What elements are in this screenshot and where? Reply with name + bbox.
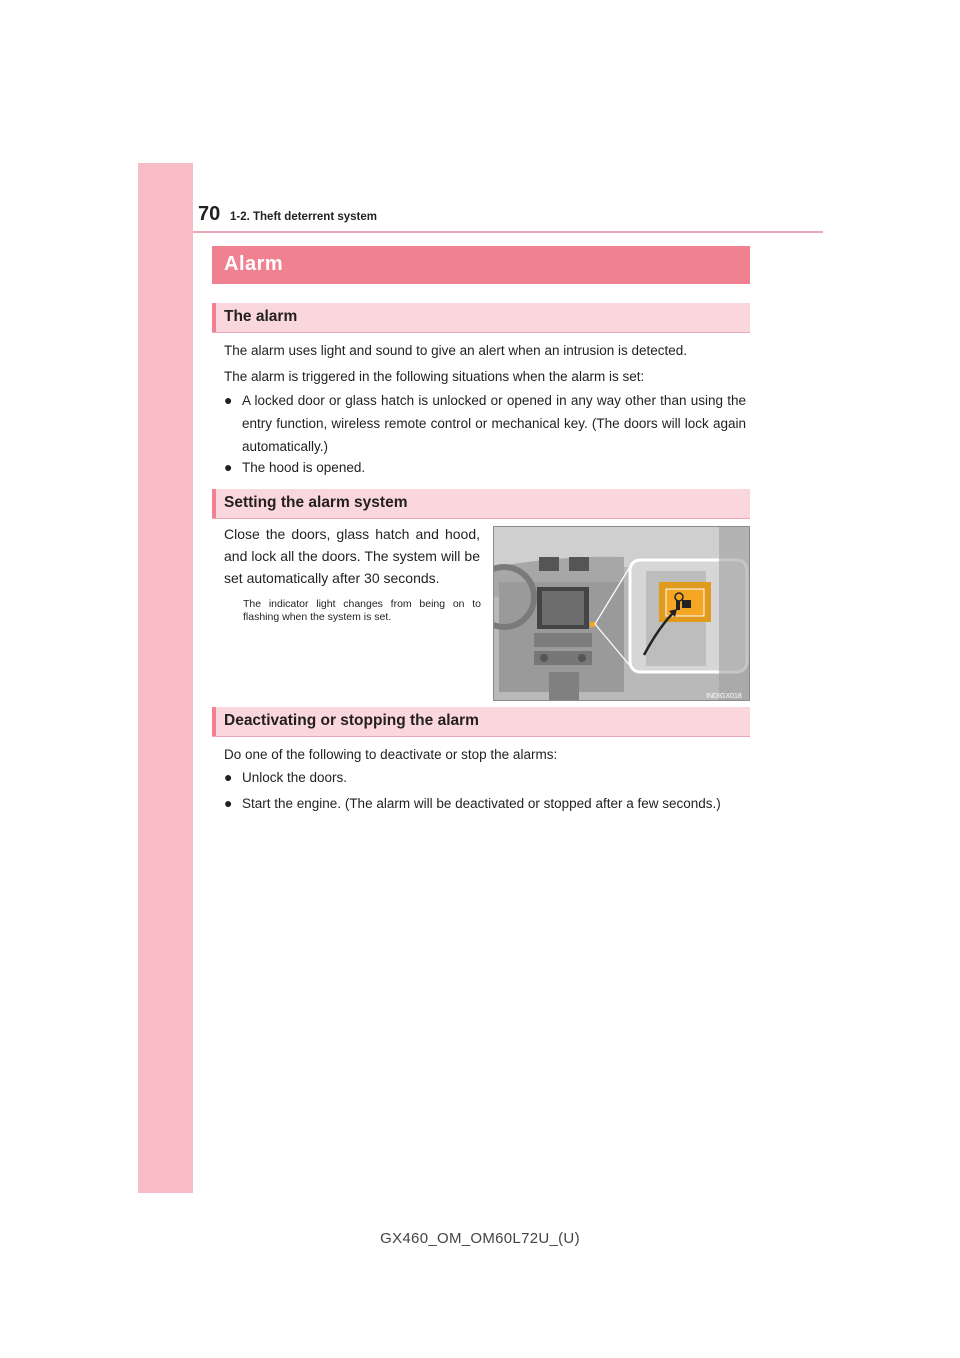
bullet-icon: ●: [224, 459, 233, 475]
figure-code: INDIGX018: [706, 693, 742, 700]
list-item: [224, 456, 746, 479]
list-item: [224, 792, 746, 815]
subsection-title: Deactivating or stopping the alarm: [224, 712, 479, 729]
setting-text: Close the doors, glass hatch and hood, and lock all the doors. The system will be set automatically after 30 seconds.: [224, 526, 480, 586]
list-item: [224, 389, 746, 458]
subsection-deactivating: [212, 707, 750, 737]
side-tab: [138, 163, 193, 1193]
deactivating-intro: Do one of the following to deactivate or stop the alarms:: [224, 747, 558, 762]
setting-note: The indicator light changes from being on to flashing when the system is set.: [243, 598, 481, 623]
list-item-text: Unlock the doors.: [242, 770, 348, 785]
list-item-text: A locked door or glass hatch is unlocked or opened in any way other than using the entry function, wireless remote control or mechanical key. (The doors will lock again automatically.): [242, 393, 746, 454]
bullet-icon: ●: [224, 392, 233, 408]
alarm-triggered-text: The alarm is triggered in the following situations when the alarm is set:: [224, 369, 645, 384]
list-item-text: The hood is opened.: [242, 460, 366, 475]
subsection-title: Setting the alarm system: [224, 494, 408, 511]
subsection-setting: [212, 489, 750, 519]
bullet-icon: ●: [224, 795, 233, 811]
list-item-text: Start the engine. (The alarm will be deactivated or stopped after a few seconds.): [242, 796, 721, 811]
page-number: 70: [198, 203, 221, 225]
document-code: GX460_OM_OM60L72U_(U): [380, 1230, 580, 1247]
list-item: [224, 766, 746, 789]
section-title: Alarm: [224, 253, 284, 275]
alarm-intro: The alarm uses light and sound to give an alert when an intrusion is detected.: [224, 343, 688, 358]
bullet-icon: ●: [224, 769, 233, 785]
dashboard-figure: [493, 526, 750, 701]
header-rule: [193, 231, 823, 233]
subsection-title: The alarm: [224, 308, 298, 325]
subsection-the-alarm: [212, 303, 750, 333]
section-title-bar: [212, 246, 750, 284]
running-head: 1-2. Theft deterrent system: [230, 211, 377, 223]
